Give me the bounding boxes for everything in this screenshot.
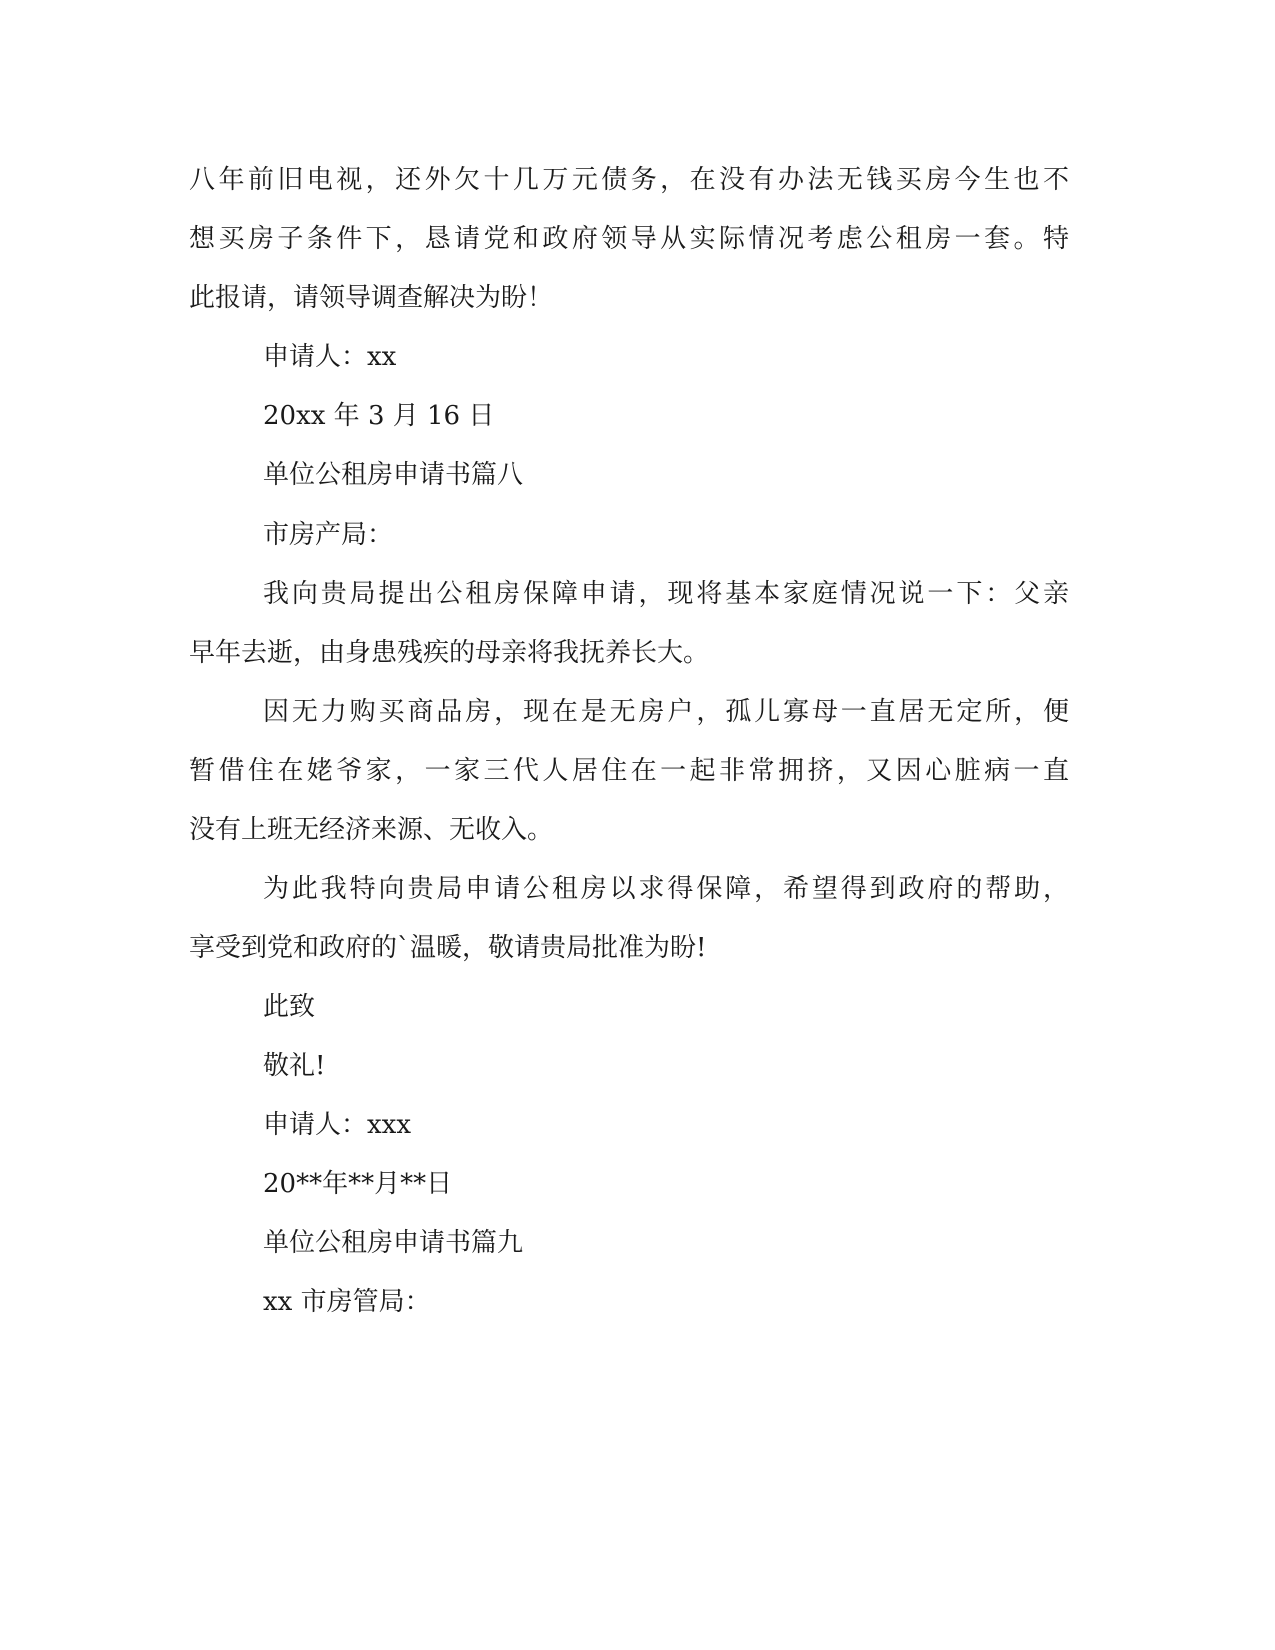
text-line: 没有上班无经济来源、无收入。: [189, 815, 554, 845]
text-line: 享受到党和政府的`温暖，敬请贵局批准为盼!: [189, 933, 707, 963]
applicant-line: 申请人：xxx: [263, 1110, 411, 1140]
closing-line: 敬礼!: [263, 1051, 326, 1081]
text-line: 因无力购买商品房，现在是无房户，孤儿寡母一直居无定所，便: [263, 697, 1069, 727]
text-line: 为此我特向贵局申请公租房以求得保障，希望得到政府的帮助，: [263, 874, 1069, 904]
text-line: 八年前旧电视，还外欠十几万元债务，在没有办法无钱买房今生也不: [189, 165, 1069, 195]
text-line: 想买房子条件下，恳请党和政府领导从实际情况考虑公租房一套。特: [189, 224, 1069, 254]
text-line: 我向贵局提出公租房保障申请，现将基本家庭情况说一下：父亲: [263, 579, 1069, 609]
section-heading: 单位公租房申请书篇八: [263, 460, 524, 490]
addressee-line: 市房产局：: [263, 520, 394, 550]
applicant-line: 申请人：xx: [263, 342, 397, 372]
addressee-line: xx 市房管局：: [263, 1287, 431, 1317]
text-line: 早年去逝，由身患残疾的母亲将我抚养长大。: [189, 638, 710, 668]
text-line: 暂借住在姥爷家，一家三代人居住在一起非常拥挤，又因心脏病一直: [189, 756, 1069, 786]
date-line: 20xx 年 3 月 16 日: [263, 401, 495, 431]
section-heading: 单位公租房申请书篇九: [263, 1228, 524, 1258]
closing-line: 此致: [263, 992, 316, 1022]
date-line: 20**年**月**日: [263, 1169, 453, 1199]
text-line: 此报请，请领导调查解决为盼！: [189, 283, 554, 313]
